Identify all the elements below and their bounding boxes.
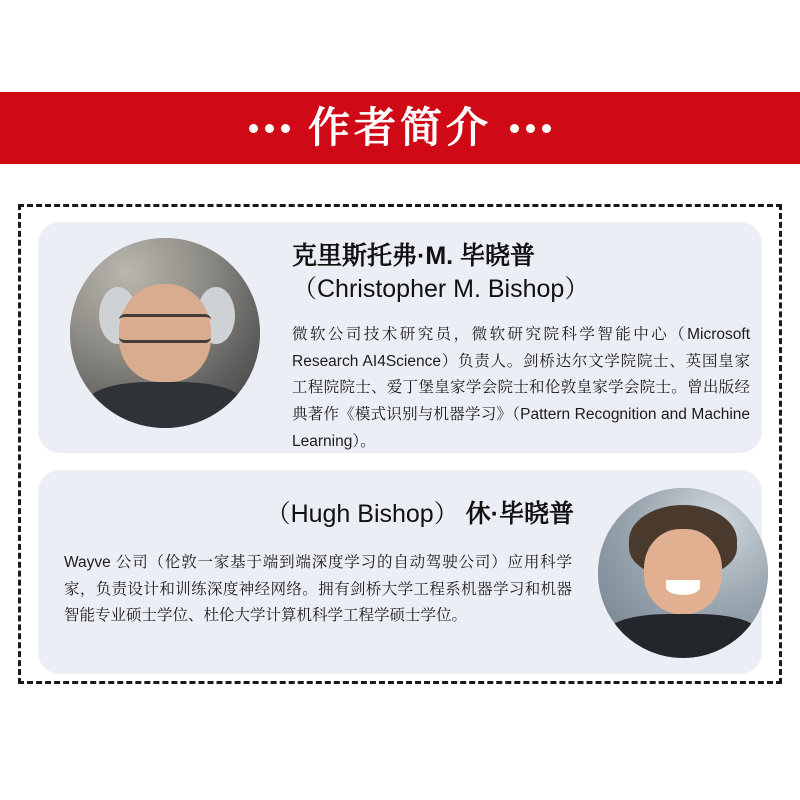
- author-name-en: （Christopher M. Bishop）: [292, 275, 590, 303]
- decorative-dots-right: [510, 124, 551, 133]
- author-name-secondary: [64, 498, 574, 531]
- section-banner: [0, 92, 800, 164]
- portrait-image-christopher-bishop: [70, 238, 260, 428]
- author-bio: Wayve 公司（伦敦一家基于端到端深度学习的自动驾驶公司）应用科学家，负责设计和训练深度神经网络。拥有剑桥大学工程系机器学习和机器智能专业硕士学位、杜伦大学计算机科学工程学硕士学位。: [64, 554, 572, 625]
- portrait-image-hugh-bishop: [598, 488, 768, 658]
- page-title: 作者简介: [307, 104, 492, 151]
- author-bio: 微软公司技术研究员，微软研究院科学智能中心（Microsoft Research AI4Science）负责人。剑桥达尔文学院院士、英国皇家工程院院士、爱丁堡皇家学会院士和伦敦皇家学会院士。曾出版经典著作《模式识别与机器学习》（Pattern Recognition and Machine Learning）。: [292, 326, 750, 450]
- author-name-cn: 休·毕晓普: [465, 500, 574, 528]
- avatar: [598, 488, 768, 658]
- author-name-cn: 克里斯托弗·M. 毕晓普: [292, 242, 536, 270]
- avatar: [70, 238, 260, 428]
- author-name-en: （Hugh Bishop）: [265, 500, 459, 528]
- decorative-dots-left: [249, 124, 290, 133]
- author-name-primary: [292, 240, 589, 306]
- banner-inner: [249, 104, 551, 151]
